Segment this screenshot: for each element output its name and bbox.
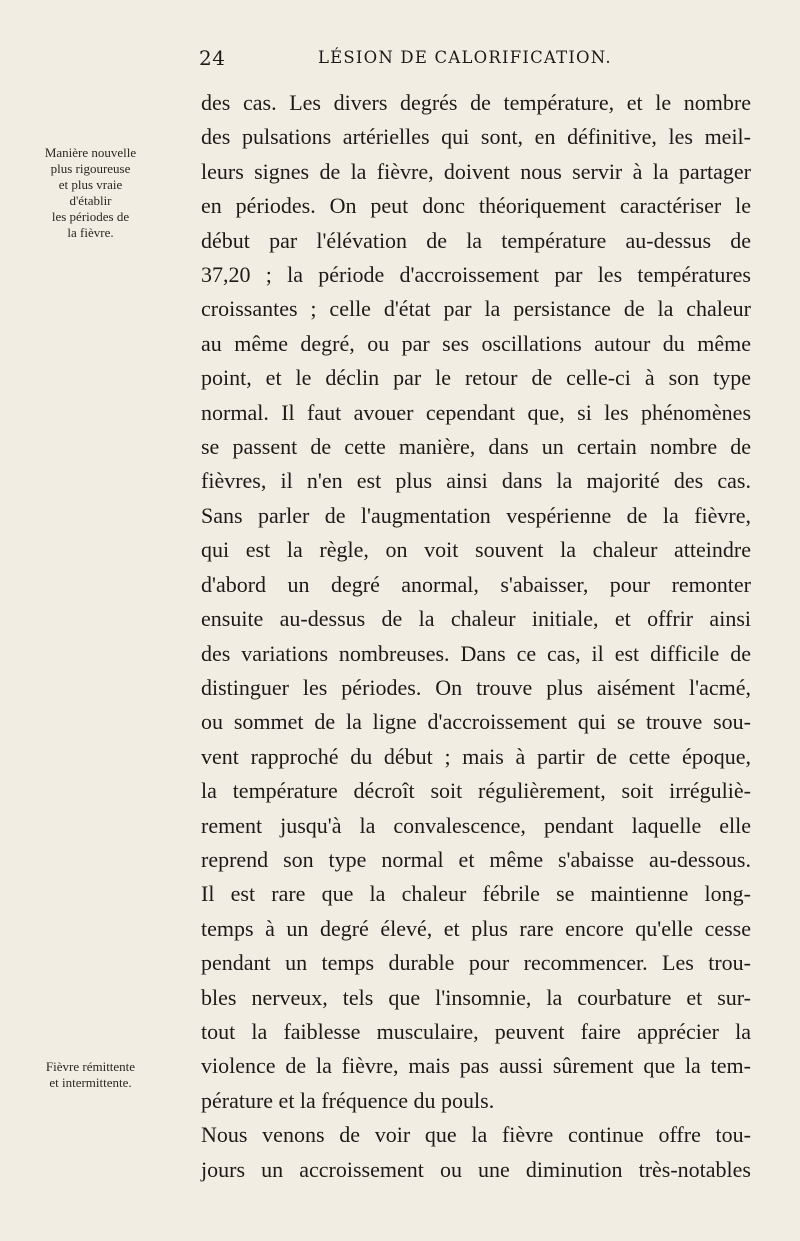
text-line: au même degré, ou par ses oscillations autour du même (201, 330, 751, 356)
text-line: bles nerveux, tels que l'insomnie, la courbature et sur- (201, 984, 751, 1010)
text-line: d'abord un degré anormal, s'abaisser, pour remonter (201, 571, 751, 597)
text-line: des pulsations artérielles qui sont, en définitive, les meil- (201, 124, 751, 150)
text-line: temps à un degré élevé, et plus rare encore qu'elle cesse (201, 915, 751, 941)
text-line: fièvres, il n'en est plus ainsi dans la majorité des cas. (201, 468, 751, 494)
text-line: 37,20 ; la période d'accroissement par les températures (201, 262, 751, 288)
margin-note-line: la fièvre. (67, 225, 114, 240)
margin-note-line: plus rigoureuse (50, 161, 131, 176)
text-line: Sans parler de l'augmentation vespérienne de la fièvre, (201, 502, 751, 528)
text-line: violence de la fièvre, mais pas aussi sûrement que la tem- (201, 1053, 751, 1079)
text-line: tout la faiblesse musculaire, peuvent faire apprécier la (201, 1018, 751, 1044)
margin-note-line: Manière nouvelle (44, 145, 137, 160)
text-line: qui est la règle, on voit souvent la chaleur atteindre (201, 537, 751, 563)
text-line: pérature et la fréquence du pouls. (201, 1087, 495, 1113)
margin-note-fever-types (28, 1059, 153, 1091)
margin-note-line: les périodes de (51, 209, 130, 224)
body-text (201, 86, 751, 1187)
text-line: jours un accroissement ou une diminution très-notables (201, 1156, 751, 1182)
text-line: se passent de cette manière, dans un certain nombre de (201, 434, 751, 460)
text-line: pendant un temps durable pour recommencer. Les trou- (201, 950, 751, 976)
text-line: ensuite au-dessus de la chaleur initiale, et offrir ainsi (201, 606, 751, 632)
text-line: la température décroît soit régulièrement, soit irréguliè- (201, 778, 751, 804)
text-line: point, et le déclin par le retour de celle-ci à son type (201, 365, 751, 391)
text-line: Il est rare que la chaleur fébrile se maintienne long- (201, 881, 751, 907)
margin-note-line: Fièvre rémittente (45, 1059, 136, 1074)
text-line: reprend son type normal et même s'abaisse au-dessous. (201, 846, 751, 872)
text-line: des variations nombreuses. Dans ce cas, il est difficile de (201, 640, 751, 666)
text-line: en périodes. On peut donc théoriquement caractériser le (201, 193, 751, 219)
text-line: vent rapproché du début ; mais à partir de cette époque, (201, 743, 751, 769)
page-header (0, 46, 800, 74)
text-line: distinguer les périodes. On trouve plus aisément l'acmé, (201, 674, 751, 700)
margin-note-line: et intermittente. (49, 1075, 132, 1090)
margin-note-line: et plus vraie (58, 177, 123, 192)
text-line: leurs signes de la fièvre, doivent nous servir à la partager (201, 158, 751, 184)
text-line: ou sommet de la ligne d'accroissement qui se trouve sou- (201, 709, 751, 735)
text-line: croissantes ; celle d'état par la persistance de la chaleur (201, 296, 751, 322)
text-line: normal. Il faut avouer cependant que, si les phénomènes (201, 399, 751, 425)
margin-note-line: d'établir (69, 193, 112, 208)
text-line: début par l'élévation de la température au-dessus de (201, 227, 751, 253)
text-line: des cas. Les divers degrés de température, et le nombre (201, 90, 751, 115)
running-title: LÉSION DE CALORIFICATION. (318, 48, 612, 67)
page-number: 24 (199, 46, 226, 70)
text-line: rement jusqu'à la convalescence, pendant laquelle elle (201, 812, 751, 838)
margin-note-periods (28, 145, 153, 241)
text-line: Nous venons de voir que la fièvre continue offre tou- (201, 1122, 751, 1148)
